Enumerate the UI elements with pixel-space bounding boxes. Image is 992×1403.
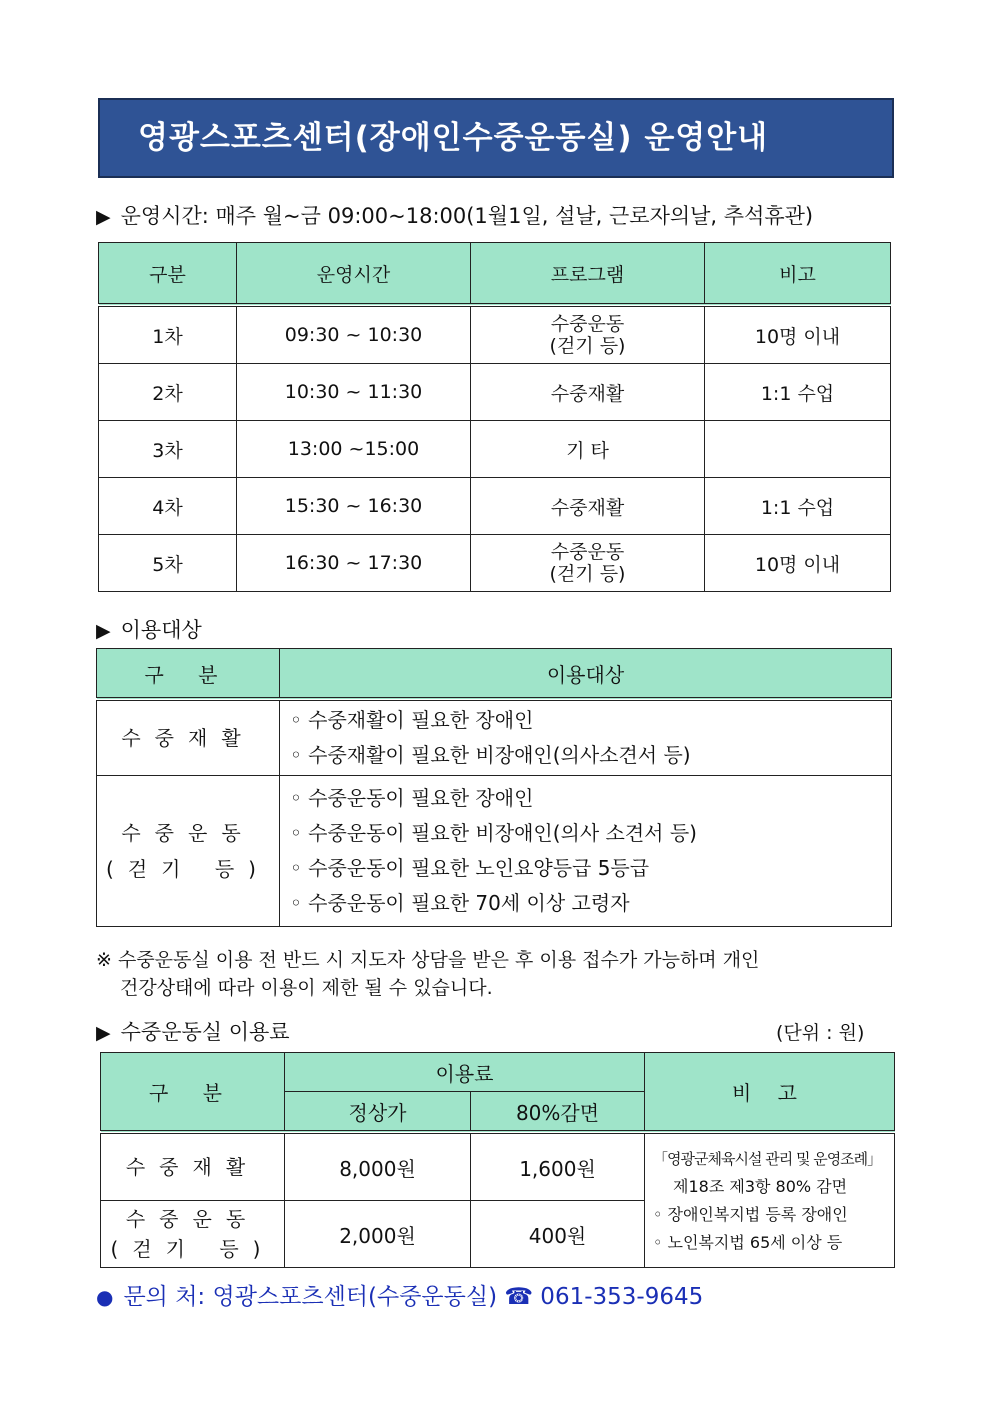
schedule-header-program: 프로그램 (471, 243, 705, 306)
table-row (97, 776, 892, 927)
list-item: ◦ 수중운동이 필요한 70세 이상 고령자 (290, 891, 630, 915)
program-cell: 수중재활 (471, 478, 705, 535)
remark-cell (645, 1132, 895, 1268)
category-sub: (걷기 등) (110, 1237, 275, 1261)
fee-unit: (단위 : 원) (776, 1022, 865, 1044)
remark-line: ◦ 노인복지법 65세 이상 등 (653, 1232, 843, 1252)
note-line: 건강상태에 따라 이용이 제한 될 수 있습니다. (120, 977, 493, 999)
triangle-right-icon: ▶ (96, 1022, 111, 1044)
note-line: ※ 수중운동실 이용 전 반드 시 지도자 상담을 받은 후 이용 접수가 가능하며 개인 (96, 949, 760, 971)
program-sub: (걷기 등) (549, 563, 626, 585)
remark-line: 제18조 제3항 80% 감면 (673, 1176, 848, 1196)
usage-note (96, 946, 894, 1002)
program-cell (471, 305, 705, 364)
note-cell: 10명 이내 (705, 305, 891, 364)
discount-price-cell: 400원 (471, 1201, 645, 1268)
list-item: ◦ 수중재활이 필요한 비장애인(의사소견서 등) (290, 743, 691, 767)
target-header-category: 구 분 (97, 649, 280, 700)
regular-price-cell: 2,000원 (285, 1201, 471, 1268)
program-cell (471, 535, 705, 592)
fee-table (100, 1052, 895, 1268)
program-cell: 기 타 (471, 421, 705, 478)
category-cell (101, 1201, 285, 1268)
remark-line: 「영광군체육시설 관리 및 운영조례」 (653, 1149, 882, 1168)
fee-header-remark: 비 고 (645, 1053, 895, 1133)
bullet-dot-icon: ● (96, 1285, 114, 1309)
target-items-cell (280, 699, 892, 776)
table-row (99, 478, 891, 535)
schedule-header-session: 구분 (99, 243, 237, 306)
category-name: 수중운동 (121, 821, 255, 845)
session-cell: 5차 (99, 535, 237, 592)
program-cell: 수중재활 (471, 364, 705, 421)
table-row (99, 421, 891, 478)
remark-line: ◦ 장애인복지법 등록 장애인 (653, 1204, 848, 1224)
fee-heading-text: 수중운동실 이용료 (120, 1020, 290, 1044)
table-row (101, 1132, 895, 1201)
time-cell: 16:30 ~ 17:30 (237, 535, 471, 592)
list-item: ◦ 수중운동이 필요한 장애인 (290, 786, 534, 810)
time-cell: 09:30 ~ 10:30 (237, 305, 471, 364)
category-cell: 수중재활 (101, 1132, 285, 1201)
target-header-target: 이용대상 (280, 649, 892, 700)
session-cell: 1차 (99, 305, 237, 364)
triangle-right-icon: ▶ (96, 206, 111, 228)
list-item: ◦ 수중운동이 필요한 비장애인(의사 소견서 등) (290, 821, 697, 845)
triangle-right-icon: ▶ (96, 620, 111, 642)
session-cell: 2차 (99, 364, 237, 421)
program-name: 수중운동 (550, 541, 625, 563)
time-cell: 13:00 ~15:00 (237, 421, 471, 478)
schedule-header-note: 비고 (705, 243, 891, 306)
discount-price-cell: 1,600원 (471, 1132, 645, 1201)
list-item: ◦ 수중재활이 필요한 장애인 (290, 708, 534, 732)
list-item: ◦ 수중운동이 필요한 노인요양등급 5등급 (290, 856, 650, 880)
regular-price-cell: 8,000원 (285, 1132, 471, 1201)
note-cell: 1:1 수업 (705, 478, 891, 535)
note-cell (705, 421, 891, 478)
contact-text: 문의 처: 영광스포츠센터(수중운동실) ☎ 061-353-9645 (123, 1284, 704, 1310)
hours-text: 운영시간: 매주 월~금 09:00~18:00(1월1일, 설날, 근로자의날, 추석휴관) (120, 204, 814, 228)
program-name: 수중운동 (550, 313, 625, 335)
category-cell (97, 776, 280, 927)
page-title: 영광스포츠센터(장애인수중운동실) 운영안내 (98, 98, 894, 178)
target-table (96, 648, 892, 927)
fee-header-fee: 이용료 (285, 1053, 645, 1092)
note-cell: 1:1 수업 (705, 364, 891, 421)
session-cell: 4차 (99, 478, 237, 535)
category-cell: 수중재활 (97, 699, 280, 776)
category-sub: (걷기 등) (106, 857, 270, 881)
program-sub: (걷기 등) (549, 335, 626, 357)
session-cell: 3차 (99, 421, 237, 478)
time-cell: 10:30 ~ 11:30 (237, 364, 471, 421)
fee-header-regular: 정상가 (285, 1092, 471, 1133)
table-row (97, 699, 892, 776)
target-heading (96, 614, 202, 644)
fee-heading (96, 1016, 290, 1046)
schedule-header-time: 운영시간 (237, 243, 471, 306)
hours-heading (96, 200, 813, 230)
note-cell: 10명 이내 (705, 535, 891, 592)
fee-header-discount: 80%감면 (471, 1092, 645, 1133)
contact-info (96, 1278, 703, 1311)
table-row (99, 364, 891, 421)
fee-header-category: 구 분 (101, 1053, 285, 1133)
category-name: 수중운동 (125, 1207, 260, 1231)
target-items-cell (280, 776, 892, 927)
table-row (99, 535, 891, 592)
table-row (99, 305, 891, 364)
time-cell: 15:30 ~ 16:30 (237, 478, 471, 535)
schedule-table (98, 242, 891, 592)
target-heading-text: 이용대상 (120, 618, 202, 642)
